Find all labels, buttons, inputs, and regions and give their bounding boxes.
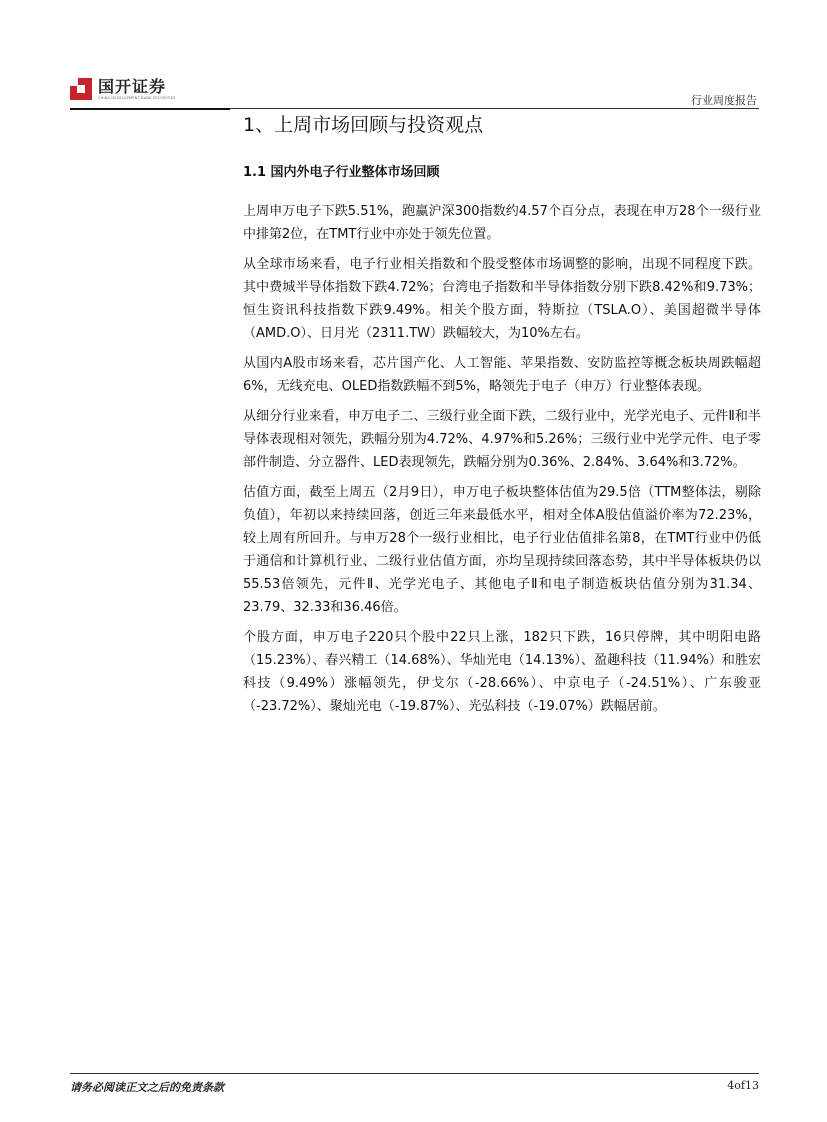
footer-divider — [70, 1073, 759, 1074]
paragraph-sub-industry: 从细分行业来看，申万电子二、三级行业全面下跌，二级行业中，光学光电子、元件Ⅱ和半导体表现相对领先，跌幅分别为4.72%、4.97%和5.26%；三级行业中光学元件、电子零部件制造、分立器件、LED表现领先，跌幅分别为0.36%、2.84%、3.64%和3.72%。 — [243, 409, 761, 470]
paragraph-individual-stocks: 个股方面，申万电子220只个股中22只上涨，182只下跌，16只停牌，其中明阳电路（15.23%）、春兴精工（14.68%）、华灿光电（14.13%）、盈趣科技（11.94%）和胜宏科技（9.49%）涨幅领先，伊戈尔（-28.66%）、中京电子（-24.51%）、广东骏亚（-23.72%）、聚灿光电（-19.87%）、光弘科技（-19.07%）跌幅居前。 — [243, 630, 761, 714]
main-content — [243, 112, 761, 718]
logo-text-block — [98, 78, 175, 101]
paragraph-global-market: 从全球市场来看，电子行业相关指数和个股受整体市场调整的影响，出现不同程度下跌。其中费城半导体指数下跌4.72%；台湾电子指数和半导体指数分别下跌8.42%和9.73%；恒生资讯科技指数下跌9.49%。相关个股方面，特斯拉（TSLA.O）、美国超微半导体（AMD.O）、日月光（2311.TW）跌幅较大，为10%左右。 — [243, 257, 761, 341]
logo-subtext: CHINA DEVELOPMENT BANK SECURITIES — [98, 96, 176, 100]
report-type-label: 行业周度报告 — [691, 94, 757, 107]
paragraph-overview: 上周申万电子下跌5.51%，跑赢沪深300指数约4.57个百分点，表现在申万28个一级行业中排第2位，在TMT行业中亦处于领先位置。 — [243, 204, 761, 242]
header-divider-accent — [70, 108, 230, 110]
section-title: 1、上周市场回顾与投资观点 — [243, 114, 484, 136]
logo-name: 国开证券 — [98, 77, 167, 96]
subsection-title: 1.1 国内外电子行业整体市场回顾 — [243, 165, 440, 180]
company-logo — [70, 78, 175, 101]
paragraph-a-share-market: 从国内A股市场来看，芯片国产化、人工智能、苹果指数、安防监控等概念板块周跌幅超6%，无线充电、OLED指数跌幅不到5%，略领先于电子（申万）行业整体表现。 — [243, 356, 761, 394]
page-number: 4of13 — [727, 1079, 759, 1092]
logo-mark-icon — [70, 78, 92, 100]
footer-disclaimer: 请务必阅读正文之后的免责条款 — [70, 1081, 224, 1094]
paragraph-valuation: 估值方面，截至上周五（2月9日），申万电子板块整体估值为29.5倍（TTM整体法，剔除负值），年初以来持续回落，创近三年来最低水平，相对全体A股估值溢价率为72.23%，较上周有所回升。与申万28个一级行业相比，电子行业估值排名第8，在TMT行业中仍低于通信和计算机行业、二级行业估值方面，亦均呈现持续回落态势，其中半导体板块仍以55.53倍领先，元件Ⅱ、光学光电子、其他电子Ⅱ和电子制造板块估值分别为31.34、23.79、32.33和36.46倍。 — [243, 485, 761, 615]
